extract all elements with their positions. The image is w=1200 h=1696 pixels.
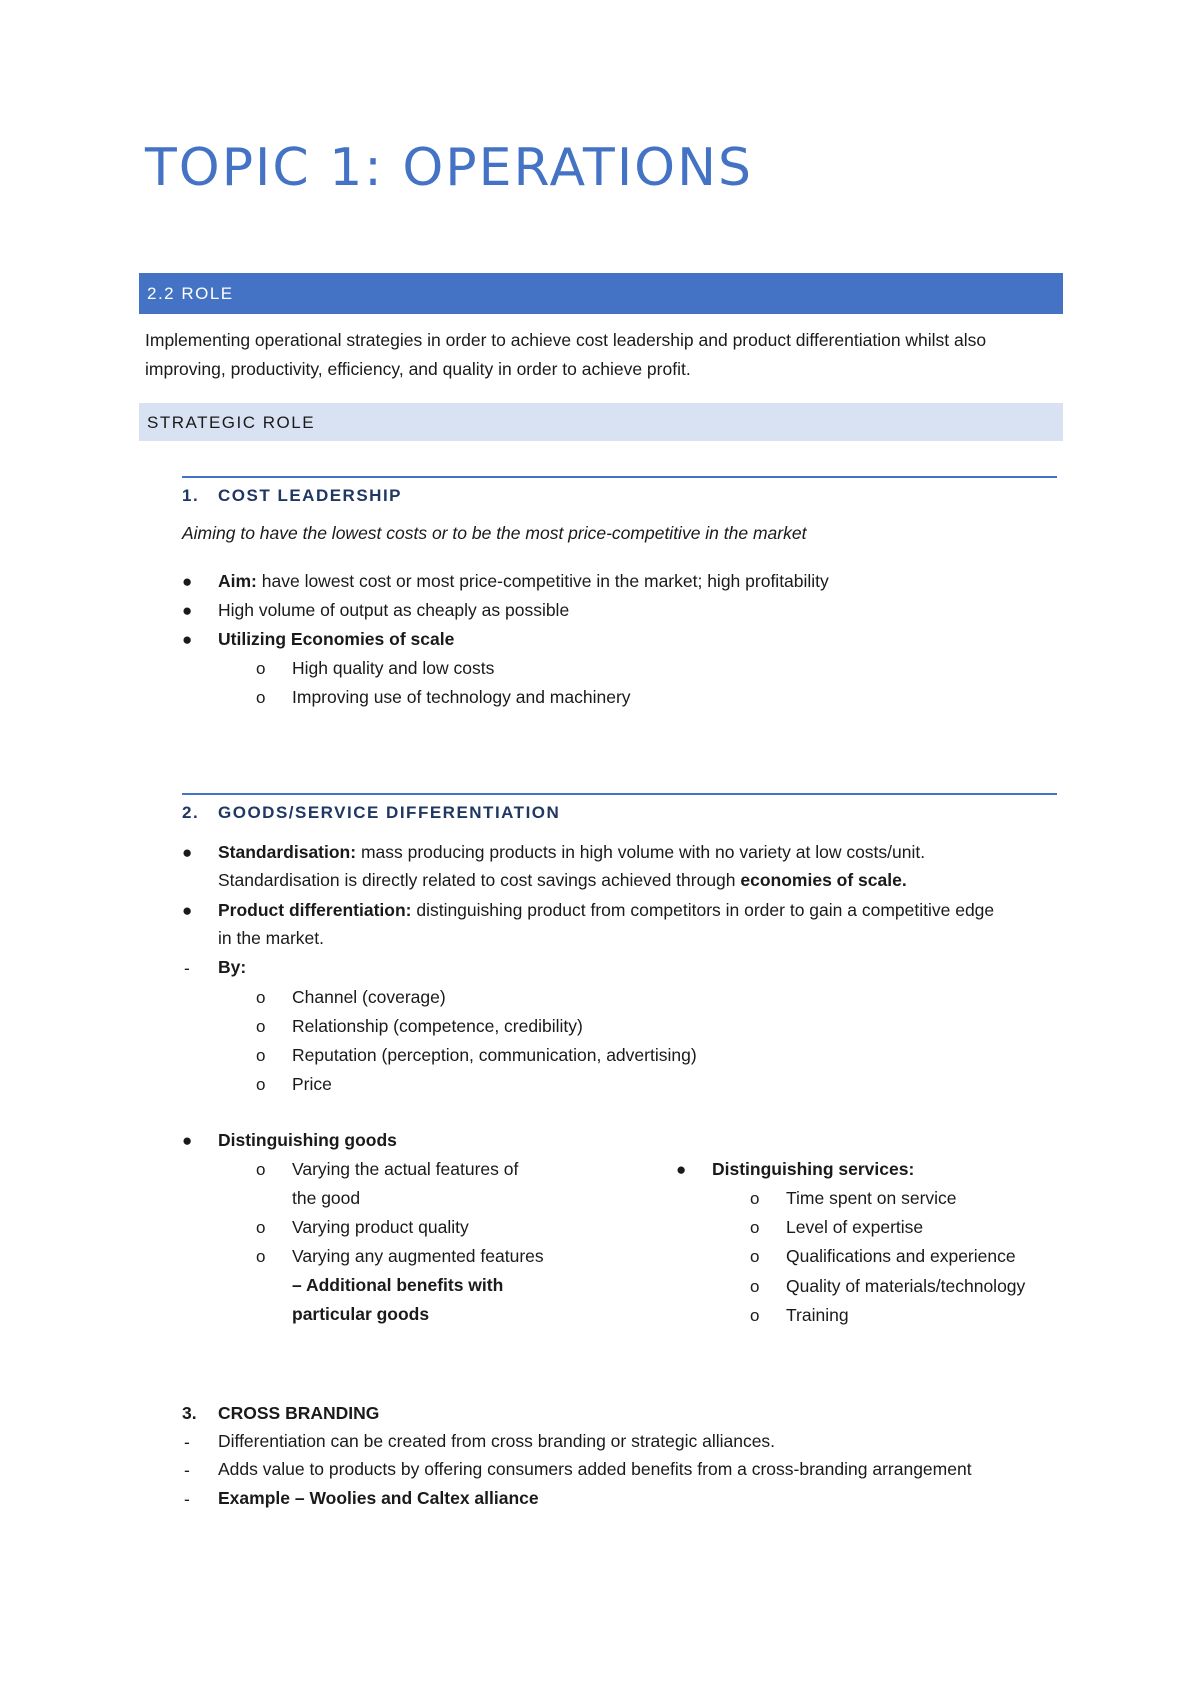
list-item: Differentiation can be created from cross branding or strategic alliances. [218,1431,776,1451]
section-header: 2.2 ROLE [147,284,234,303]
cost-number: 1. [182,486,200,505]
circle-bullet-icon: o [750,1247,760,1266]
bullet-icon: ● [182,630,193,649]
circle-bullet-icon: o [256,1046,266,1065]
services-item: Quality of materials/technology [786,1276,1026,1296]
dash-icon: - [184,958,190,978]
sub-list-item: Relationship (competence, credibility) [292,1016,583,1036]
list-item-text: distinguishing product from competitors in order to gain a competitive edge [411,900,995,920]
goods-item-continued: the good [292,1188,361,1208]
goods-heading [218,1130,397,1151]
bullet-icon: ● [182,572,193,591]
list-item-bold: Product differentiation: [218,900,412,920]
goods-heading-text: Distinguishing goods [218,1130,397,1150]
list-item [218,900,994,921]
cross-number [182,1403,197,1424]
list-item: Adds value to products by offering consumers added benefits from a cross-branding arrangement [218,1459,972,1479]
list-item-bold: economies of scale. [740,870,907,890]
sub-list-item: Reputation (perception, communication, advertising) [292,1045,697,1065]
section-divider [182,476,1057,478]
services-item: Time spent on service [786,1188,957,1208]
dash-icon: - [184,1432,190,1452]
page-title: TOPIC 1: OPERATIONS [145,138,753,198]
circle-bullet-icon: o [256,1218,266,1237]
bullet-icon: ● [182,843,193,862]
diff-number: 2. [182,803,200,822]
circle-bullet-icon: o [256,1160,266,1179]
list-item [218,1488,539,1509]
circle-bullet-icon: o [750,1218,760,1237]
circle-bullet-icon: o [256,659,266,678]
list-item: High volume of output as cheaply as possible [218,600,570,620]
goods-item-continued [292,1304,429,1325]
section-divider [182,793,1057,795]
services-item: Training [786,1305,849,1325]
section-header-band [139,273,1063,314]
circle-bullet-icon: o [256,988,266,1007]
list-item-bold: Utilizing Economies of scale [218,629,455,649]
intro-paragraph: Implementing operational strategies in order to achieve cost leadership and product differentiation whilst also improving, productivity, efficiency, and quality in order to achieve profit. [145,330,987,379]
circle-bullet-icon: o [256,688,266,707]
cost-subtitle-text: Aiming to have the lowest costs or to be the most price-competitive in the market [182,523,807,543]
goods-item: Varying the actual features of [292,1159,519,1179]
list-item-bold: Example – Woolies and Caltex alliance [218,1488,539,1508]
by-label-text: By: [218,957,247,977]
list-item-continued [218,870,907,891]
services-item: Level of expertise [786,1217,924,1237]
by-label [218,957,246,978]
circle-bullet-icon: o [750,1277,760,1296]
goods-item: Varying product quality [292,1217,469,1237]
dash-icon: - [184,1489,190,1509]
subsection-header: STRATEGIC ROLE [147,413,316,432]
cross-heading [218,1403,379,1424]
circle-bullet-icon: o [256,1247,266,1266]
bullet-icon: ● [676,1160,687,1179]
sub-list-item: Improving use of technology and machinery [292,687,631,707]
circle-bullet-icon: o [256,1075,266,1094]
circle-bullet-icon: o [750,1189,760,1208]
list-item-text: mass producing products in high volume with no variety at low costs/unit. [356,842,926,862]
list-item-bold: Aim: [218,571,257,591]
sub-list-item: Channel (coverage) [292,987,446,1007]
cost-subtitle [182,523,806,544]
circle-bullet-icon: o [750,1306,760,1325]
goods-item: Varying any augmented features [292,1246,544,1266]
list-item-bold: Standardisation: [218,842,357,862]
diff-heading: GOODS/SERVICE DIFFERENTIATION [218,803,561,822]
services-heading [712,1159,914,1180]
cost-heading: COST LEADERSHIP [218,486,403,505]
goods-item-continued [292,1275,503,1296]
services-item: Qualifications and experience [786,1246,1016,1266]
cross-number-text: 3. [182,1403,197,1423]
services-heading-text: Distinguishing services: [712,1159,915,1179]
list-item [218,571,829,592]
list-item-continued: in the market. [218,928,325,948]
dash-icon: - [184,1460,190,1480]
list-item [218,629,454,650]
bullet-icon: ● [182,1131,193,1150]
bullet-icon: ● [182,601,193,620]
goods-item-bold: particular goods [292,1304,430,1324]
cross-heading-text: CROSS BRANDING [218,1403,380,1423]
circle-bullet-icon: o [256,1017,266,1036]
sub-list-item: Price [292,1074,332,1094]
list-item-text: have lowest cost or most price-competitive in the market; high profitability [256,571,829,591]
sub-list-item: High quality and low costs [292,658,495,678]
goods-item-bold: – Additional benefits with [292,1275,504,1295]
bullet-icon: ● [182,901,193,920]
list-item-text: Standardisation is directly related to cost savings achieved through [218,870,741,890]
subsection-header-band [139,403,1063,441]
list-item [218,842,925,863]
